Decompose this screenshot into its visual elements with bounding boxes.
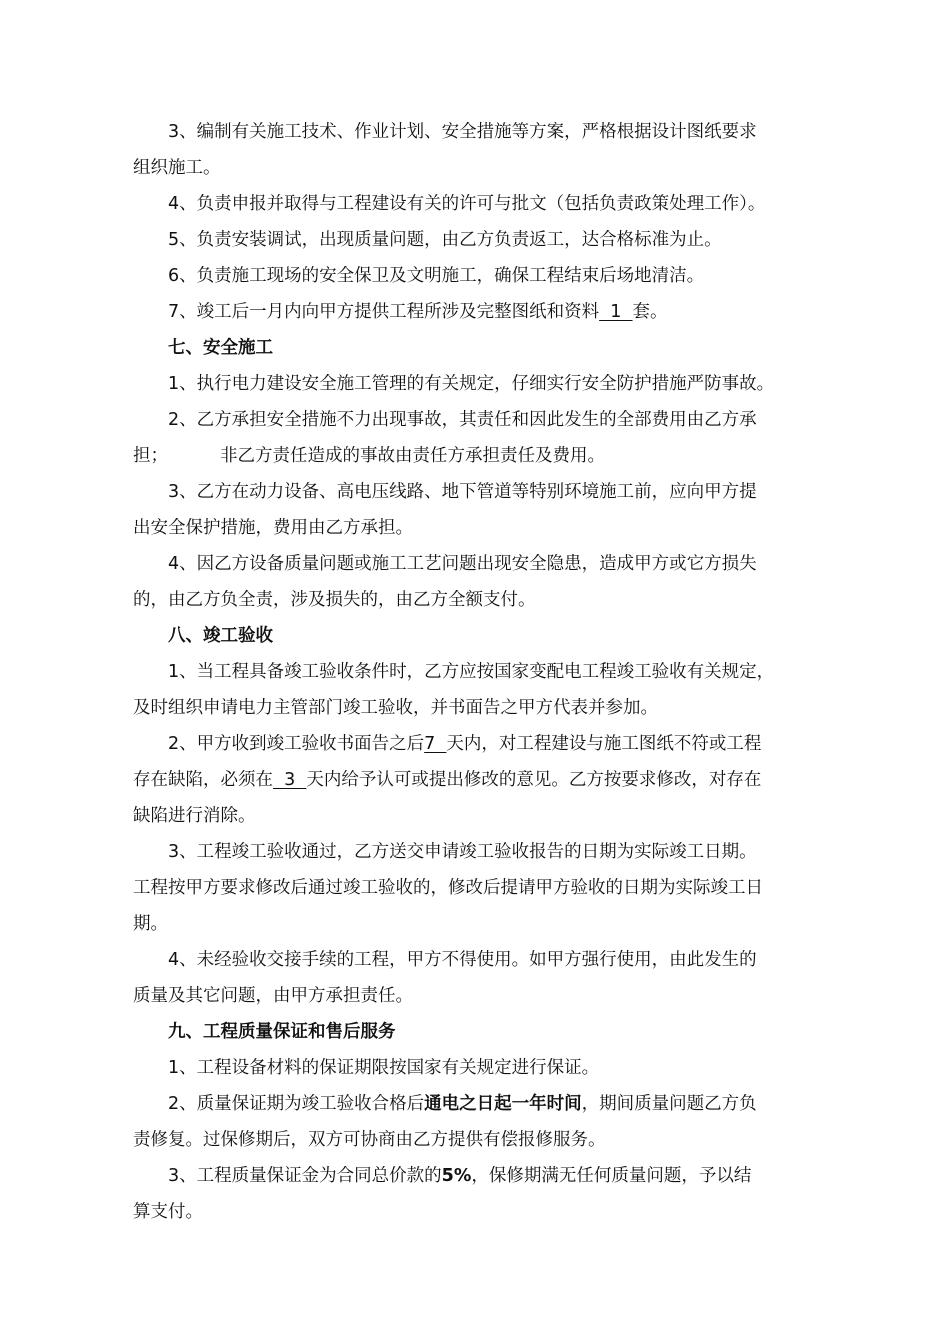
s8-item-2-text-4: 天内给予认可或提出修改的意见。乙方按要求修改，对存在 bbox=[306, 770, 762, 790]
s9-item-2-line-2: 责修复。过保修期后，双方可协商由乙方提供有偿报修服务。 bbox=[133, 1130, 606, 1150]
s8-item-3-line-2: 工程按甲方要求修改后通过竣工验收的，修改后提请甲方验收的日期为实际竣工日 bbox=[133, 878, 763, 898]
s6-item-6: 6、负责施工现场的安全保卫及文明施工，确保工程结束后场地清洁。 bbox=[168, 266, 705, 286]
s6-item-7-text: 7、竣工后一月内向甲方提供工程所涉及完整图纸和资料 bbox=[168, 302, 600, 322]
s8-item-3-line-1: 3、工程竣工验收通过，乙方送交申请竣工验收报告的日期为实际竣工日期。 bbox=[168, 842, 757, 862]
s9-item-2-line-1 bbox=[133, 1086, 821, 1122]
s9-item-1: 1、工程设备材料的保证期限按国家有关规定进行保证。 bbox=[168, 1058, 600, 1078]
s8-item-2-line-3: 缺陷进行消除。 bbox=[133, 806, 256, 826]
s8-item-4-line-2: 质量及其它问题，由甲方承担责任。 bbox=[133, 986, 413, 1006]
s6-item-5: 5、负责安装调试，出现质量问题，由乙方负责返工，达合格标准为止。 bbox=[168, 230, 722, 250]
response-days-count: 3 bbox=[273, 770, 307, 790]
s8-item-2-text-3: 存在缺陷，必须在 bbox=[133, 770, 273, 790]
s8-item-2-text-2: 天内，对工程建设与施工图纸不符或工程 bbox=[446, 734, 762, 754]
document-page bbox=[133, 114, 821, 1230]
s8-item-1-line-2: 及时组织申请电力主管部门竣工验收，并书面告之甲方代表并参加。 bbox=[133, 698, 658, 718]
s8-item-2-text: 2、甲方收到竣工验收书面告之后 bbox=[168, 734, 425, 754]
s8-item-1-line-1: 1、当工程具备竣工验收条件时，乙方应按国家变配电工程竣工验收有关规定， bbox=[168, 662, 775, 682]
s6-item-3-line-2: 组织施工。 bbox=[133, 158, 221, 178]
s7-item-2-line-2 bbox=[133, 438, 821, 474]
s6-item-4: 4、负责申报并取得与工程建设有关的许可与批文（包括负责政策处理工作）。 bbox=[168, 194, 766, 214]
s7-item-2-text: 非乙方责任造成的事故由责任方承担责任及费用。 bbox=[220, 446, 605, 466]
s6-item-3-line-1: 3、编制有关施工技术、作业计划、安全措施等方案，严格根据设计图纸要求 bbox=[168, 122, 757, 142]
warranty-period: 通电之日起一年时间 bbox=[424, 1094, 582, 1114]
s8-item-2-line-2 bbox=[133, 762, 821, 798]
s7-item-4-line-2: 的，由乙方负全责，涉及损失的，由乙方全额支付。 bbox=[133, 590, 536, 610]
section-7-heading: 七、安全施工 bbox=[168, 338, 273, 358]
s9-item-3-text: 3、工程质量保证金为合同总价款的 bbox=[168, 1166, 442, 1186]
s9-item-2-text-2: ，期间质量问题乙方负 bbox=[581, 1094, 757, 1114]
retention-percentage: 5% bbox=[441, 1166, 472, 1186]
s8-item-4-line-1: 4、未经验收交接手续的工程，甲方不得使用。如甲方强行使用，由此发生的 bbox=[168, 950, 757, 970]
s7-item-1: 1、执行电力建设安全施工管理的有关规定，仔细实行安全防护措施严防事故。 bbox=[168, 374, 775, 394]
s9-item-3-line-2: 算支付。 bbox=[133, 1202, 203, 1222]
s7-item-2-line-1: 2、乙方承担安全措施不力出现事故，其责任和因此发生的全部费用由乙方承 bbox=[168, 410, 757, 430]
s9-item-2-text: 2、质量保证期为竣工验收合格后 bbox=[168, 1094, 425, 1114]
s7-item-4-line-1: 4、因乙方设备质量问题或施工工艺问题出现安全隐患，造成甲方或它方损失 bbox=[168, 554, 757, 574]
section-9-heading: 九、工程质量保证和售后服务 bbox=[168, 1022, 396, 1042]
s6-item-7-suffix: 套。 bbox=[632, 302, 668, 322]
s9-item-3-line-1 bbox=[133, 1158, 821, 1194]
notice-days-count: 7 bbox=[424, 734, 447, 754]
s7-item-2-prefix: 担； bbox=[133, 446, 168, 466]
s7-item-3-line-2: 出安全保护措施，费用由乙方承担。 bbox=[133, 518, 413, 538]
s9-item-3-text-2: ，保修期满无任何质量问题，予以结 bbox=[471, 1166, 752, 1186]
s6-item-7 bbox=[133, 294, 821, 330]
section-8-heading: 八、竣工验收 bbox=[168, 626, 273, 646]
drawing-set-count: 1 bbox=[599, 302, 633, 322]
s8-item-3-line-3: 期。 bbox=[133, 914, 168, 934]
s8-item-2-line-1 bbox=[133, 726, 821, 762]
s7-item-3-line-1: 3、乙方在动力设备、高电压线路、地下管道等特别环境施工前，应向甲方提 bbox=[168, 482, 757, 502]
